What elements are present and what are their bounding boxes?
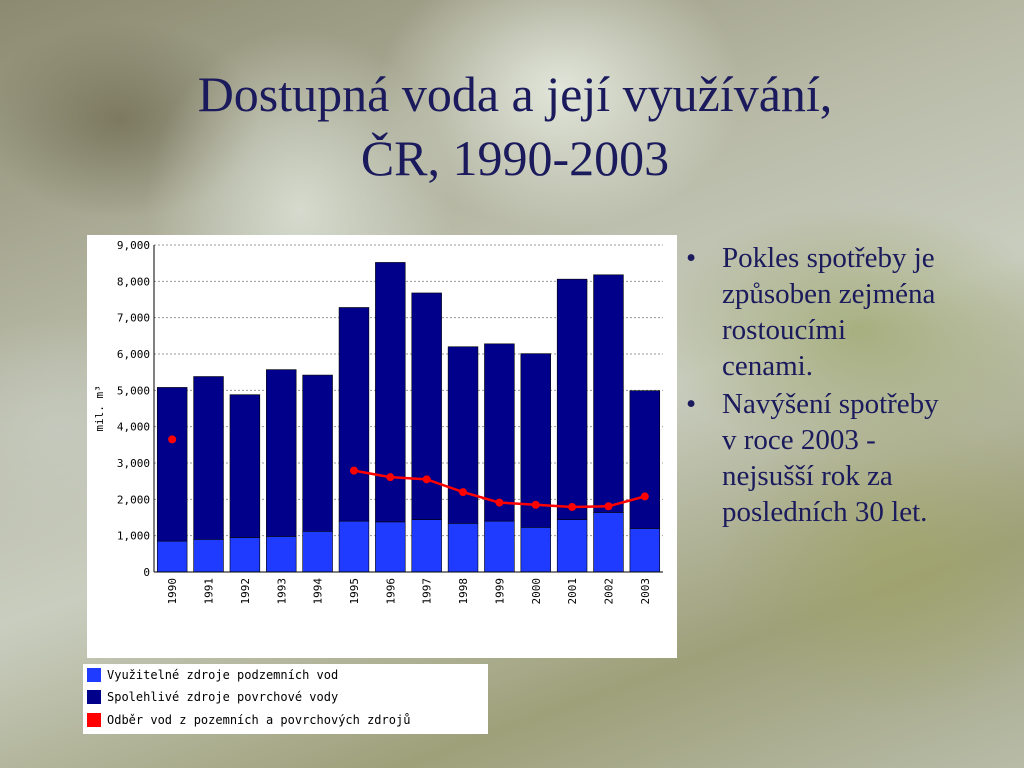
withdrawal-point xyxy=(423,475,431,483)
bar-groundwater xyxy=(303,531,333,572)
x-tick-label: 1992 xyxy=(238,578,252,605)
slide-title xyxy=(60,62,970,190)
x-tick-label: 2001 xyxy=(566,578,580,605)
bar-surface-water xyxy=(157,387,187,541)
withdrawal-point xyxy=(459,488,467,496)
legend-label-withdrawal: Odběr vod z pozemních a povrchových zdrojů xyxy=(107,713,411,727)
bar-surface-water xyxy=(375,262,405,521)
bar-surface-water xyxy=(630,391,660,529)
bar-groundwater xyxy=(594,512,624,572)
bar-surface-water xyxy=(484,344,514,521)
y-tick-label: 3,000 xyxy=(116,457,150,470)
bar-groundwater xyxy=(266,536,296,572)
slide-title-line1: Dostupná voda a její využívání, xyxy=(197,66,833,122)
bar-groundwater xyxy=(230,537,260,572)
x-tick-label: 1995 xyxy=(347,578,361,605)
bar-surface-water xyxy=(194,377,224,540)
bar-groundwater xyxy=(521,527,551,572)
x-tick-label: 2000 xyxy=(529,578,543,605)
bar-groundwater xyxy=(412,520,442,572)
withdrawal-point xyxy=(495,499,503,507)
y-tick-label: 1,000 xyxy=(116,529,150,543)
withdrawal-point xyxy=(604,502,612,510)
bar-groundwater xyxy=(630,528,660,572)
chart-panel xyxy=(87,235,677,658)
legend-label-surface-water: Spolehlivé zdroje povrchové vody xyxy=(107,690,339,704)
bar-groundwater xyxy=(484,521,514,572)
legend-swatch-withdrawal xyxy=(87,713,101,727)
bar-surface-water xyxy=(448,347,478,524)
y-axis-label: mil. m³ xyxy=(93,385,106,432)
withdrawal-point xyxy=(568,503,576,511)
y-tick-label: 5,000 xyxy=(116,384,150,398)
withdrawal-point xyxy=(641,492,649,500)
x-tick-label: 2003 xyxy=(638,578,652,605)
bullet-text: Pokles spotřeby je způsoben zejména rostoucími cenami. xyxy=(722,242,936,382)
withdrawal-point xyxy=(386,473,394,481)
withdrawal-point xyxy=(168,435,176,443)
legend-item-withdrawal xyxy=(87,711,410,729)
x-tick-label: 1996 xyxy=(384,578,398,605)
bullet-list xyxy=(686,240,1006,532)
withdrawal-point xyxy=(350,467,358,475)
legend-item-surface-water xyxy=(87,688,338,706)
bullet-item xyxy=(686,240,1006,384)
bar-surface-water xyxy=(230,395,260,538)
x-tick-label: 1999 xyxy=(493,578,507,605)
legend-item-groundwater xyxy=(87,666,338,684)
x-tick-label: 1993 xyxy=(275,578,289,605)
bar-groundwater xyxy=(375,522,405,572)
bar-groundwater xyxy=(339,521,369,572)
bullet-dot-icon: • xyxy=(686,242,697,274)
bar-groundwater xyxy=(157,541,187,572)
chart-legend xyxy=(83,664,488,734)
x-tick-label: 1991 xyxy=(202,578,216,605)
bar-groundwater xyxy=(194,539,224,572)
legend-label-groundwater: Využitelné zdroje podzemních vod xyxy=(107,668,339,682)
bar-surface-water xyxy=(412,293,442,520)
bullet-text: Navýšení spotřeby v roce 2003 - nejsušší rok za posledních 30 let. xyxy=(722,388,939,528)
bullet-item xyxy=(686,386,1006,530)
y-tick-label: 4,000 xyxy=(116,420,150,434)
water-chart xyxy=(87,235,677,658)
bar-surface-water xyxy=(557,279,587,520)
legend-swatch-groundwater xyxy=(87,668,101,682)
x-tick-label: 1998 xyxy=(457,578,471,605)
bar-groundwater xyxy=(448,523,478,572)
y-tick-label: 8,000 xyxy=(116,275,150,289)
x-tick-label: 1994 xyxy=(311,578,325,605)
y-tick-label: 9,000 xyxy=(116,239,150,252)
slide-title-line2: ČR, 1990-2003 xyxy=(360,130,670,186)
bar-surface-water xyxy=(303,375,333,531)
x-tick-label: 2002 xyxy=(602,578,616,605)
x-tick-label: 1997 xyxy=(420,578,434,605)
bar-groundwater xyxy=(557,520,587,572)
bar-surface-water xyxy=(594,275,624,513)
legend-swatch-surface-water xyxy=(87,690,101,704)
y-tick-label: 6,000 xyxy=(116,348,150,361)
y-tick-label: 2,000 xyxy=(116,493,150,507)
bar-surface-water xyxy=(339,307,369,521)
y-tick-label: 7,000 xyxy=(116,311,150,325)
bar-surface-water xyxy=(266,370,296,537)
x-tick-label: 1990 xyxy=(166,578,180,605)
bullet-dot-icon: • xyxy=(686,388,697,420)
y-tick-label: 0 xyxy=(143,566,150,579)
withdrawal-point xyxy=(532,501,540,509)
